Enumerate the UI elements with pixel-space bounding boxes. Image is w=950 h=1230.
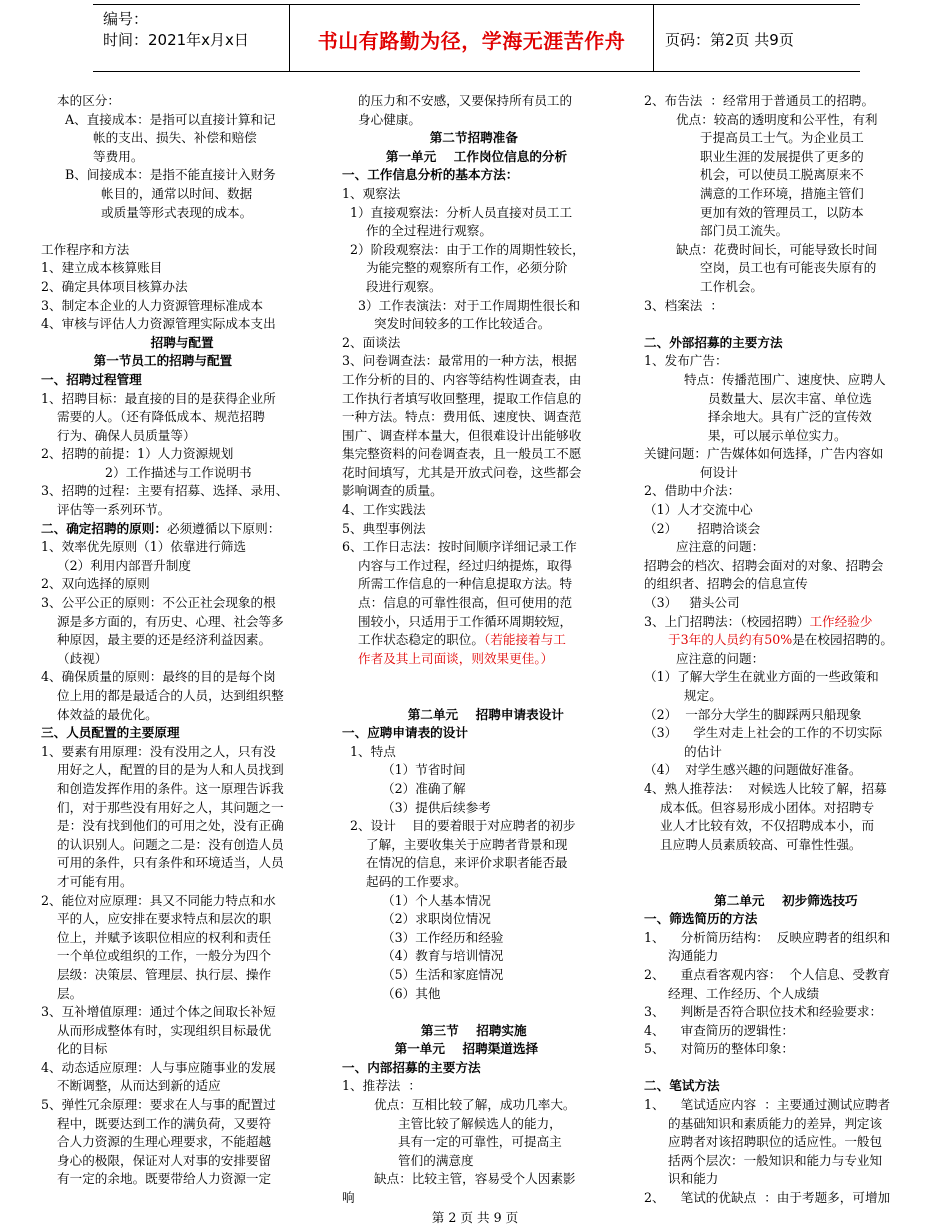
text-line: 三、人员配置的主要原理 [41, 725, 180, 741]
header-meta [103, 9, 249, 51]
text-line: 层级：决策层、管理层、执行层、操作 [41, 966, 272, 982]
text-line: 于3年的人员约有50%是在校园招聘的。 [644, 632, 893, 648]
text-line: 身心的极限，保证对人对事的安排要留 [41, 1152, 272, 1168]
text-line: 源是多方面的，有历史、心理、社会等多 [41, 613, 284, 629]
text-line: 为能完整的观察所有工作，必须分阶 [342, 260, 568, 276]
text-line: 应注意的问题： [644, 539, 765, 555]
text-line: 才可能有用。 [41, 873, 133, 889]
text-line: 3、互补增值原理：通过个体之间取长补短 [41, 1004, 276, 1020]
text-line: 3）工作表演法：对于工作周期性很长和 [342, 297, 581, 313]
text-line: 5、典型事例法 [342, 520, 426, 536]
text-line: 所需工作信息的一种信息提取方法。特 [342, 576, 573, 592]
text-line: A、直接成本：是指可以直接计算和记 [41, 111, 276, 127]
text-line [342, 687, 622, 706]
text-line: 3、问卷调查法：最常用的一种方法，根据 [342, 353, 577, 369]
text-line: 响 [342, 1190, 355, 1206]
text-line: 2、布告法 ：经常用于普通员工的招聘。 [644, 93, 875, 108]
text-line: 位上，并赋予该职位相应的权利和责任 [41, 929, 272, 945]
header-motto: 书山有路勤为径，学海无涯苦作舟 [317, 29, 626, 53]
text-line: 作的全过程进行观察。 [342, 223, 492, 239]
page-footer: 第 2 页 共 9 页 [431, 1210, 519, 1225]
text-line: 括两个层次：一般知识和能力与专业知 [644, 1152, 883, 1168]
text-line: 2、能位对应原理：具又不同能力特点和水 [41, 892, 276, 908]
text-line: 2、 笔试的优缺点 ：由于考题多，可增加 [644, 1190, 891, 1206]
text-line: 合人力资源的生理心理要求，不能超越 [41, 1134, 272, 1150]
text-line: 一、招聘过程管理 [41, 371, 142, 387]
text-line: 1、发布广告： [644, 353, 728, 369]
text-line: 6、工作日志法：按时间顺序详细记录工作 [342, 539, 577, 555]
text-line: （3） 学生对走上社会的工作的不切实际 [644, 725, 883, 741]
text-line: 的组织者、招聘会的信息宣传 [644, 576, 808, 592]
text-line: 集完整资料的问卷调查表，且一般员工不愿 [342, 446, 582, 462]
text-line: （2） 招聘洽谈会 [644, 520, 761, 536]
text-line: 工作机会。 [644, 278, 764, 294]
text-line: 工作程序和方法 [41, 241, 130, 257]
text-line: 5、 对简历的整体印象： [644, 1041, 794, 1057]
text-line: 2）工作描述与工作说明书 [41, 464, 252, 480]
text-line: 工作执行者填写收回整理，提取工作信息的 [342, 390, 582, 406]
text-line: B、间接成本：是指不能直接计入财务 [41, 167, 276, 183]
text-line: 种原因，最主要的还是经济利益因素。 [41, 632, 272, 648]
text-line: 一、内部招募的主要方法 [342, 1059, 481, 1075]
text-line: 第二单元 初步筛选技巧 [644, 892, 858, 908]
header-divider [653, 5, 654, 71]
text-line: （4）教育与培训情况 [342, 948, 504, 964]
text-line: 1、特点 [342, 743, 396, 759]
text-line: 2、面谈法 [342, 334, 401, 350]
text-line: 1）直接观察法：分析人员直接对员工工 [342, 204, 573, 220]
text-line: 关键问题：广告媒体如何选择，广告内容如 [644, 446, 884, 462]
text-line: 1、建立成本核算账目 [41, 260, 163, 276]
text-line: 帐目的，通常以时间、数据 [41, 185, 253, 201]
text-line: （4） 对学生感兴趣的问题做好准备。 [644, 762, 862, 778]
page-indicator: 页码：第2页 共9页 [665, 31, 794, 49]
text-line: 何设计 [644, 464, 738, 480]
text-line: 第一单元 工作岗位信息的分析 [342, 148, 568, 164]
text-line: 应聘者对该招聘职位的适应性。一般包 [644, 1134, 883, 1150]
text-line: 不断调整，从而达到新的适应 [41, 1078, 221, 1094]
text-line: 成本低。但容易形成小团体。对招聘专 [644, 799, 875, 815]
text-line: 于提高员工士气。为企业员工 [644, 130, 864, 146]
text-line: 第二单元 招聘申请表设计 [342, 706, 564, 722]
text-line: 且应聘人员素质较高、可靠性性强。 [644, 836, 862, 852]
text-line: 4、 审查简历的逻辑性： [644, 1022, 794, 1038]
text-line: 一个单位或组织的工作，一般分为四个 [41, 948, 272, 964]
text-line [644, 1059, 918, 1078]
text-line: 二、笔试方法 [644, 1078, 720, 1094]
text-line: 内容与工作过程，经过归纳提炼，取得 [342, 557, 573, 573]
text-line: 从而形成整体有时，实现组织目标最优 [41, 1022, 272, 1038]
text-line: 身心健康。 [342, 111, 421, 127]
text-line: 具有一定的可靠性，可提高主 [342, 1134, 562, 1150]
text-line: 一种方法。特点：费用低、速度快、调查范 [342, 409, 582, 425]
text-line: 2、设计 目的要着眼于对应聘者的初步 [342, 818, 576, 834]
text-line: 果，可以展示单位实力。 [644, 427, 847, 443]
text-line: 1、效率优先原则（1）依靠进行筛选 [41, 539, 246, 555]
text-line: 需要的人。（还有降低成本、规范招聘 [41, 409, 265, 425]
text-line: 规定。 [644, 688, 722, 703]
text-line: 招聘会的档次、招聘会面对的对象、招聘会 [644, 557, 884, 573]
text-line: 影响调查的质量。 [342, 483, 443, 499]
text-line [644, 854, 918, 873]
text-line [644, 873, 918, 892]
text-line: 围较小，只适用于工作循环周期较短， [342, 613, 573, 629]
text-line: 一、应聘申请表的设计 [342, 725, 468, 741]
text-line: 空岗，员工也有可能丧失原有的 [644, 260, 877, 276]
text-line: 应注意的问题： [644, 650, 765, 666]
text-line: 2、借助中介法： [644, 483, 741, 499]
text-line: （1）个人基本情况 [342, 892, 491, 908]
text-line: 1、 笔试适应内容 ：主要通过测试应聘者 [644, 1097, 891, 1113]
text-line: 的基础知识和素质能力的差异，判定该 [644, 1115, 883, 1131]
text-line [644, 315, 918, 334]
text-line: 3、制定本企业的人力资源管理标准成本 [41, 297, 264, 313]
text-line: 1、 分析简历结构： 反映应聘者的组织和 [644, 929, 891, 945]
text-line: （3） 猎头公司 [644, 595, 740, 611]
text-line: 第三节 招聘实施 [342, 1022, 527, 1038]
text-line: （2） 一部分大学生的脚踩两只船现象 [644, 706, 862, 722]
text-line: 了解，主要收集关于应聘者背景和现 [342, 836, 568, 852]
text-line: 等费用。 [41, 148, 144, 164]
text-line: 位上用的都是最适合的人员，达到组织整 [41, 688, 284, 703]
text-line: 缺点：比较主管，容易受个人因素影 [342, 1171, 576, 1187]
text-line: 突发时间较多的工作比较适合。 [342, 316, 551, 332]
text-line: 的认识别人。问题之二是：没有创造人员 [41, 836, 284, 852]
text-line: 3、招聘的过程：主要有招募、选择、录用、 [41, 483, 289, 499]
text-line: 4、动态适应原理：人与事应随事业的发展 [41, 1059, 276, 1075]
text-line: 本的区分： [41, 93, 120, 108]
number-label: 编号： [103, 10, 149, 28]
text-line: 或质量等形式表现的成本。 [41, 204, 253, 220]
text-line: 的压力和不安感，又要保持所有员工的 [342, 93, 573, 108]
text-line: 1、要素有用原理：没有没用之人，只有没 [41, 743, 276, 759]
text-line: 体效益的最优化。 [41, 706, 158, 722]
text-line: （1）节省时间 [342, 762, 466, 778]
text-line: 第二节招聘准备 [342, 130, 518, 146]
text-line: 择余地大。具有广泛的宣传效 [644, 409, 872, 425]
text-line: 主管比较了解候选人的能力， [342, 1115, 562, 1131]
text-line: 4、审核与评估人力资源管理实际成本支出 [41, 316, 276, 332]
text-line: 3、档案法 ： [644, 297, 723, 313]
text-line: 识和能力 [644, 1171, 719, 1187]
text-line [41, 222, 319, 241]
text-line: 花时间填写，尤其是开放式问卷，这些都会 [342, 464, 582, 480]
text-line: 1、观察法 [342, 185, 401, 201]
text-line: 2）阶段观察法：由于工作的周期性较长， [342, 241, 585, 257]
text-line: 一、工作信息分析的基本方法： [342, 167, 519, 183]
column-middle [342, 92, 622, 1208]
text-line: 平的人，应安排在要求特点和层次的职 [41, 911, 272, 927]
text-line: 业人才比较有效，不仅招聘成本小，而 [644, 818, 875, 834]
text-line: 经理、工作经历、个人成绩 [644, 985, 820, 1001]
column-left [41, 92, 319, 1189]
page-header [93, 4, 860, 72]
text-line: （3）工作经历和经验 [342, 929, 504, 945]
text-line: 5、弹性冗余原理：要求在人与事的配置过 [41, 1097, 276, 1113]
text-line: （3）提供后续参考 [342, 799, 491, 815]
text-line: 特点：传播范围广、速度快、应聘人 [644, 371, 886, 387]
column-right [644, 92, 918, 1208]
text-line: 第一节员工的招聘与配置 [41, 353, 233, 369]
text-line: 段进行观察。 [342, 278, 442, 294]
text-line: 职业生涯的发展提供了更多的 [644, 148, 864, 164]
text-line: 4、确保质量的原则：最终的目的是每个岗 [41, 669, 276, 685]
text-line: 在情况的信息，来评价求职者能否最 [342, 855, 568, 871]
text-line: （2）求职岗位情况 [342, 911, 491, 927]
text-line: 评估等一系列环节。 [41, 502, 171, 518]
text-line: 帐的支出、损失、补偿和赔偿 [41, 130, 257, 146]
text-line: 们，对于那些没有用好之人，其问题之一 [41, 799, 284, 815]
text-line: 工作状态稳定的职位。（若能接着与工 [342, 632, 566, 648]
text-line: 程中，既要达到工作的满负荷，又要符 [41, 1115, 272, 1131]
text-line [342, 1003, 622, 1022]
text-line: 有一定的余地。既要带给人力资源一定 [41, 1171, 272, 1187]
text-line: 工作分析的目的、内容等结构性调查表，由 [342, 371, 582, 387]
text-line: 一、筛选简历的方法 [644, 911, 758, 927]
time-label: 时间：2021年x月x日 [103, 31, 249, 49]
text-line [342, 668, 622, 687]
text-line: 二、确定招聘的原则：必须遵循以下原则： [41, 520, 281, 536]
text-line: 4、工作实践法 [342, 502, 426, 518]
text-line: 2、双向选择的原则 [41, 576, 150, 592]
text-line: 优点：互相比较了解，成功几率大。 [342, 1097, 576, 1113]
text-line: 2、确定具体项目核算办法 [41, 278, 188, 294]
text-line: 1、推荐法 ： [342, 1078, 421, 1094]
text-line: 沟通能力 [644, 948, 719, 964]
text-line: 4、熟人推荐法： 对候选人比较了解，招募 [644, 780, 887, 796]
text-line: 行为、确保人员质量等） [41, 427, 196, 443]
text-line: 是：没有找到他们的可用之处，没有正确 [41, 818, 284, 834]
text-line: 2、招聘的前提：1）人力资源规划 [41, 446, 234, 462]
text-line: （2）准确了解 [342, 780, 466, 796]
text-line: 员数量大、层次丰富、单位选 [644, 390, 872, 406]
text-line: 用好之人，配置的目的是为人和人员找到 [41, 762, 284, 778]
text-line: 可用的条件，只有条件和环境适当，人员 [41, 855, 284, 871]
text-line: 招聘与配置 [41, 334, 214, 350]
text-line: 层。 [41, 985, 83, 1001]
text-line: 二、外部招募的主要方法 [644, 334, 783, 350]
text-line: 围广、调查样本量大，但很难设计出能够收 [342, 427, 582, 443]
text-line: 更加有效的管理员工，以防本 [644, 204, 864, 220]
text-line: 部门员工流失。 [644, 223, 789, 239]
text-line: 管们的满意度 [342, 1152, 474, 1168]
text-line: 起码的工作要求。 [342, 873, 467, 889]
text-line: 满意的工作环境，措施主管们 [644, 185, 864, 201]
text-line: （5）生活和家庭情况 [342, 966, 504, 982]
text-line: （1）人才交流中心 [644, 502, 753, 518]
text-line: 点：信息的可靠性很高，但可使用的范 [342, 595, 573, 611]
text-line: （6）其他 [342, 985, 441, 1001]
text-line: 1、招聘目标：最直接的目的是获得企业所 [41, 390, 276, 406]
text-line: 3、公平公正的原则：不公正社会现象的根 [41, 595, 276, 611]
text-line: 3、上门招聘法：（校园招聘）工作经验少 [644, 613, 873, 629]
text-line: 的估计 [644, 743, 722, 759]
text-line: 和创造发挥作用的条件。这一原理告诉我 [41, 780, 284, 796]
text-line: 机会，可以使员工脱离原来不 [644, 167, 864, 183]
text-line: 作者及其上司面谈，则效果更佳。） [358, 650, 554, 666]
text-line: 3、 判断是否符合职位技术和经验要求： [644, 1004, 883, 1020]
text-line: （1）了解大学生在就业方面的一些政策和 [644, 669, 879, 685]
text-line: 缺点：花费时间长，可能导致长时间 [644, 241, 878, 257]
text-line: 第一单元 招聘渠道选择 [342, 1041, 539, 1057]
text-line: 化的目标 [41, 1041, 108, 1057]
text-line: 优点：较高的透明度和公平性，有利 [644, 111, 878, 127]
text-line: 2、 重点看客观内容： 个人信息、受教育 [644, 966, 891, 982]
text-line: （歧视） [41, 650, 108, 666]
text-line: （2）利用内部晋升制度 [41, 557, 191, 573]
